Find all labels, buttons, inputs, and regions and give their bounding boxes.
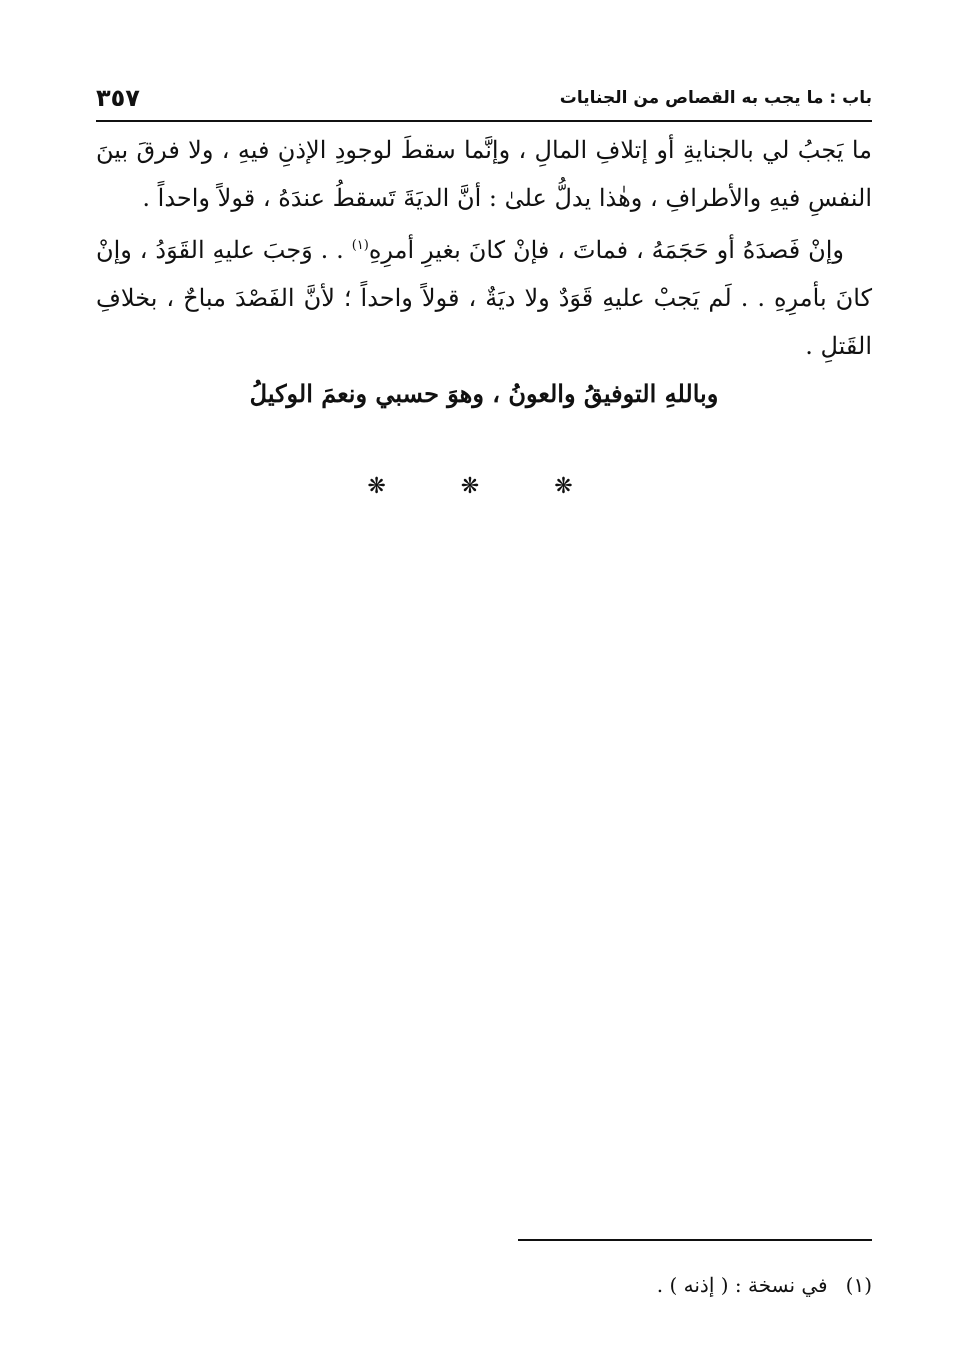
header-rule [96, 120, 872, 122]
footnote-rule [518, 1239, 872, 1241]
footnote-number: (١) [845, 1273, 872, 1297]
page-header [96, 84, 872, 118]
asterism-icon: ❋ [460, 474, 504, 499]
paragraph-2-part-2: . . وَجبَ عليهِ القَوَدُ ، وإنْ كانَ بأمرِهِ . . لَم يَجبْ عليهِ قَوَدٌ ولا ديَةٌ ، قولاً واحداً ؛ لأنَّ الفَصْدَ مباحٌ ، بخلافِ القَتلِ . [96, 236, 872, 360]
running-title: باب : ما يجب به القصاص من الجنايات [559, 88, 872, 108]
footnote [96, 1270, 872, 1300]
page-number: ٣٥٧ [96, 84, 140, 112]
footnote-reference: (١) [351, 238, 369, 253]
closing-formula: وباللهِ التوفيقُ والعونُ ، وهوَ حسبي ونعمَ الوكيلُ [249, 379, 719, 408]
asterism-icon: ❋ [367, 474, 410, 499]
paragraph-2 [96, 226, 872, 370]
body-text [96, 126, 872, 370]
asterism-icon: ❋ [554, 474, 597, 499]
paragraph-1: ما يَجبُ لي بالجنايةِ أو إتلافِ المالِ ، وإنَّما سقطَ لوجودِ الإذنِ فيهِ ، ولا فرقَ بينَ النفسِ فيهِ والأطرافِ ، وهٰذا يدلُّ علىٰ : أنَّ الديَةَ تَسقطُ عندَهُ ، قولاً واحداً . [96, 136, 872, 212]
footnote-text: في نسخة : ( إذنه ) . [656, 1273, 828, 1297]
paragraph-2-part-1: وإنْ فَصدَهُ أو حَجَمَهُ ، فماتَ ، فإنْ كانَ بغيرِ أمرِهِ [368, 236, 844, 264]
section-ornament [0, 474, 964, 499]
